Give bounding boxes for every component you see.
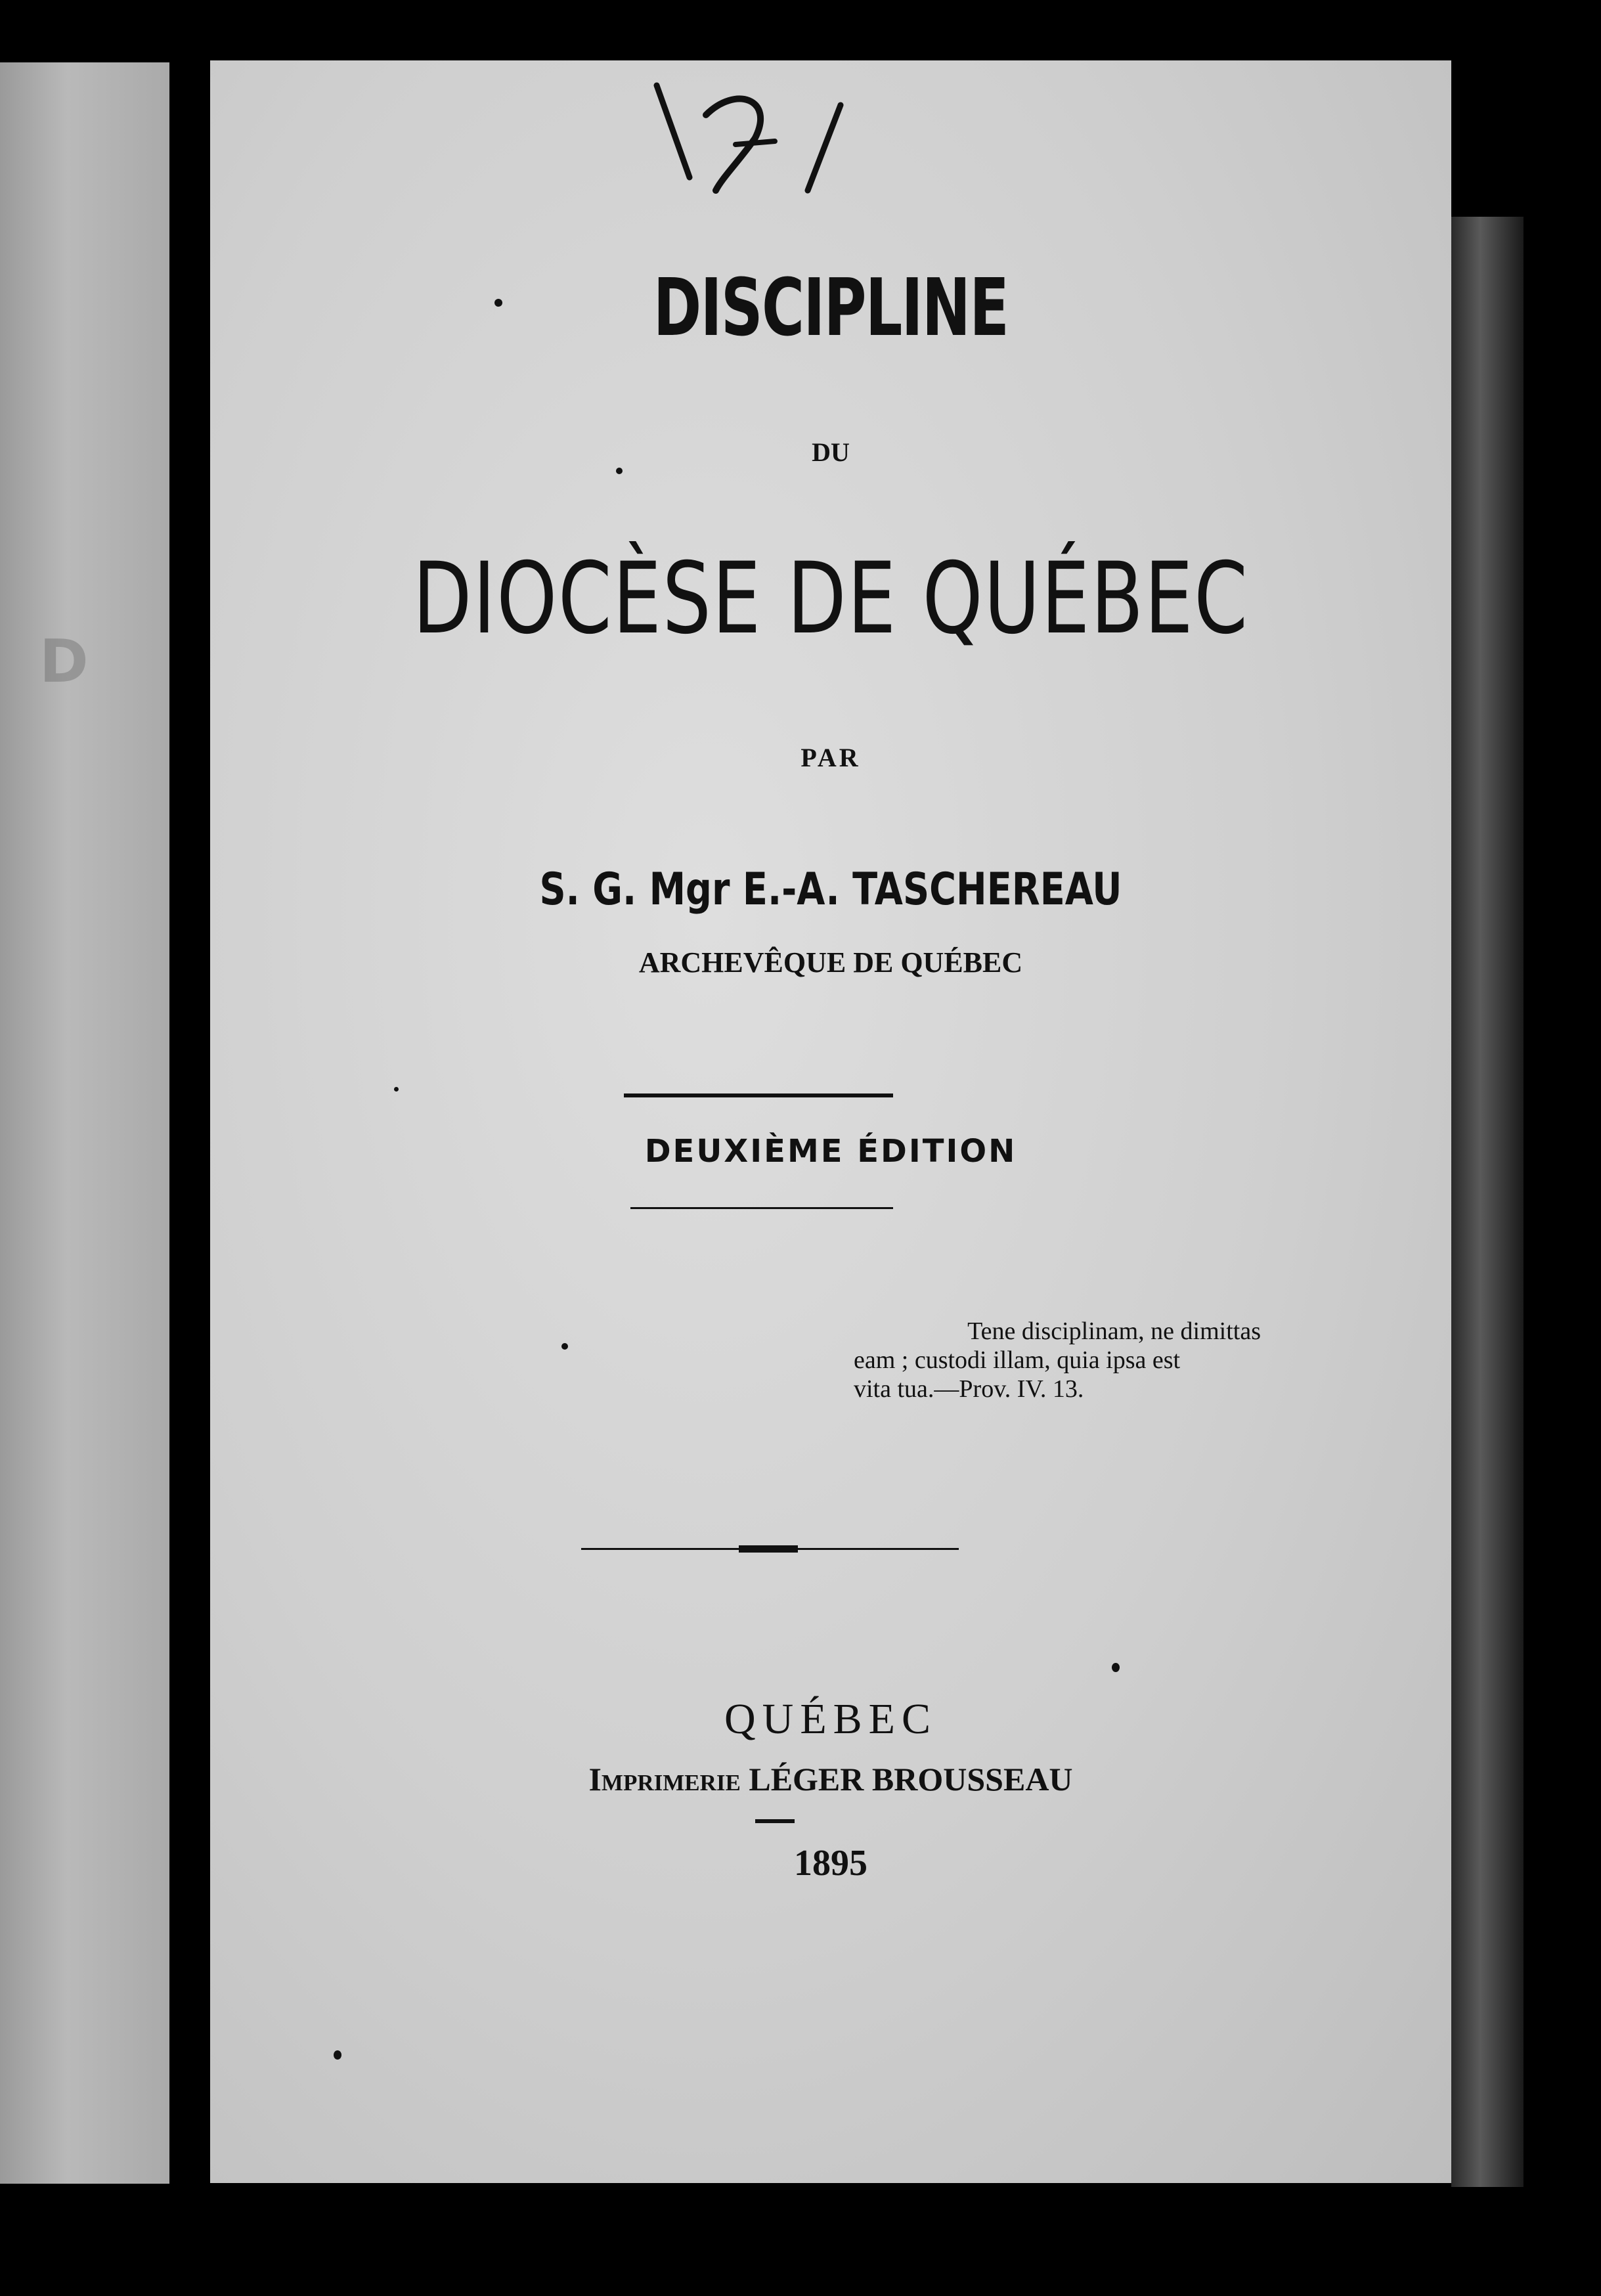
epigraph-line-1: Tene disciplinam, ne dimittas (967, 1317, 1261, 1345)
ink-speck (494, 299, 502, 307)
imprint-year: 1895 (794, 1843, 867, 1884)
epigraph (854, 1317, 1261, 1403)
epigraph-line-2: eam ; custodi illam, quia ipsa est (854, 1346, 1181, 1374)
epigraph-line-3: vita tua.—Prov. IV. 13. (854, 1375, 1084, 1403)
bleed-through-text: D (39, 627, 89, 696)
author-name: S. G. Mgr E.-A. TASCHEREAU (539, 864, 1122, 916)
ornamental-rule-center (739, 1545, 798, 1553)
handwritten-mark (644, 79, 880, 204)
ink-speck (334, 2050, 341, 2060)
adjacent-page (0, 62, 169, 2184)
title-line-1: DISCIPLINE (653, 263, 1009, 354)
divider-rule (624, 1093, 893, 1097)
divider-rule-thin (630, 1207, 893, 1209)
imprint-dash (755, 1819, 795, 1823)
ink-speck (561, 1343, 568, 1350)
title-line-3: DIOCÈSE DE QUÉBEC (412, 542, 1249, 656)
by-line: PAR (800, 743, 861, 772)
ink-speck (616, 468, 623, 474)
page-edge-shadow (1451, 217, 1524, 2187)
title-line-2: DU (812, 437, 850, 467)
ink-speck (1112, 1663, 1120, 1672)
ink-speck (394, 1087, 399, 1092)
imprint-printer: Imprimerie LÉGER BROUSSEAU (588, 1761, 1073, 1798)
author-role: ARCHEVÊQUE DE QUÉBEC (638, 946, 1023, 979)
edition: DEUXIÈME ÉDITION (644, 1133, 1017, 1170)
imprint-city: QUÉBEC (724, 1695, 937, 1743)
